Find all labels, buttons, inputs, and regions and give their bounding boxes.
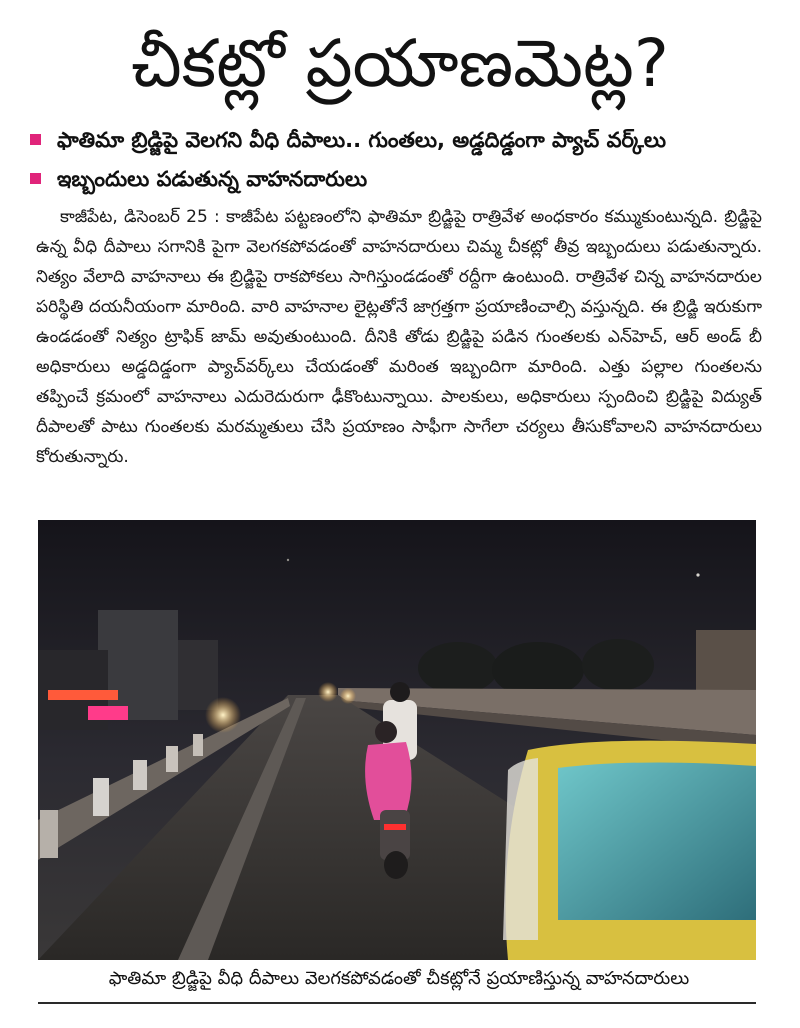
article-body-text: కాజీపేట, డిసెంబర్ 25 : కాజీపేట పట్టణంలోని ఫాతిమా బ్రిడ్జిపై రాత్రివేళ అంధకారం కమ్ముకుంటున్నది. బ్రిడ్జిపై ఉన్న వీధి దీపాలు సగానికి పైగా వెలగకపోవడంతో వాహనదారులు చిమ్మ చీకట్లో తీవ్ర ఇబ్బందులు పడుతున్నారు. నిత్యం వేలాది వాహనాలు ఈ బ్రిడ్జిపై రాకపోకలు సాగిస్తుండడంతో రద్దీగా ఉంటుంది. రాత్రివేళ చిన్న వాహనదారుల పరిస్థితి దయనీయంగా మారింది. వారి వాహనాల లైట్లతోనే జాగ్రత్తగా ప్రయాణించాల్సి వస్తున్నది. ఈ బ్రిడ్జి ఇరుకుగా ఉండడంతో నిత్యం ట్రాఫిక్ జామ్ అవుతుంటుంది. దీనికి తోడు బ్రిడ్జిపై పడిన గుంతలకు ఎన్‌హెచ్, ఆర్ అండ్ బీ అధికారులు అడ్డదిడ్డంగా ప్యాచ్‌వర్క్‌లు చేయడంతో మరింత ఇబ్బందిగా మారింది. ఎత్తు పల్లాల గుంతలను తప్పించే క్రమంలో వాహనాలు ఎదురెదురుగా ఢీకొంటున్నాయి. పాలకులు, అధికారులు స్పందించి బ్రిడ్జిపై విద్యుత్ దీపాలతో పాటు గుంతలకు మరమ్మతులు చేసి ప్రయాణం సాఫీగా సాగేలా చర్యలు తీసుకోవాలని వాహనదారులు కోరుతున్నారు.: [36, 207, 762, 467]
night-bridge-photo: [38, 520, 756, 960]
deck-line-2: [30, 164, 770, 194]
article-headline: చీకట్లో ప్రయాణమెట్ల?: [131, 25, 669, 102]
bottom-rule: [38, 1002, 756, 1004]
bullet-square-icon: [30, 134, 41, 145]
photo-illustration: [38, 520, 756, 960]
bullet-square-icon: [30, 173, 41, 184]
photo-caption: ఫాతిమా బ్రిడ్జిపై వీధి దీపాలు వెలగకపోవడంతో చీకట్లోనే ప్రయాణిస్తున్న వాహనదారులు: [108, 968, 690, 989]
deck-line-1: [30, 125, 770, 155]
article-body: [36, 202, 762, 472]
deck-text-1: ఫాతిమా బ్రిడ్జిపై వెలగని వీధి దీపాలు.. గుంతలు, అడ్డదిడ్డంగా ప్యాచ్ వర్క్‌లు: [57, 128, 666, 152]
deck-text-2: ఇబ్బందులు పడుతున్న వాహనదారులు: [57, 167, 368, 191]
